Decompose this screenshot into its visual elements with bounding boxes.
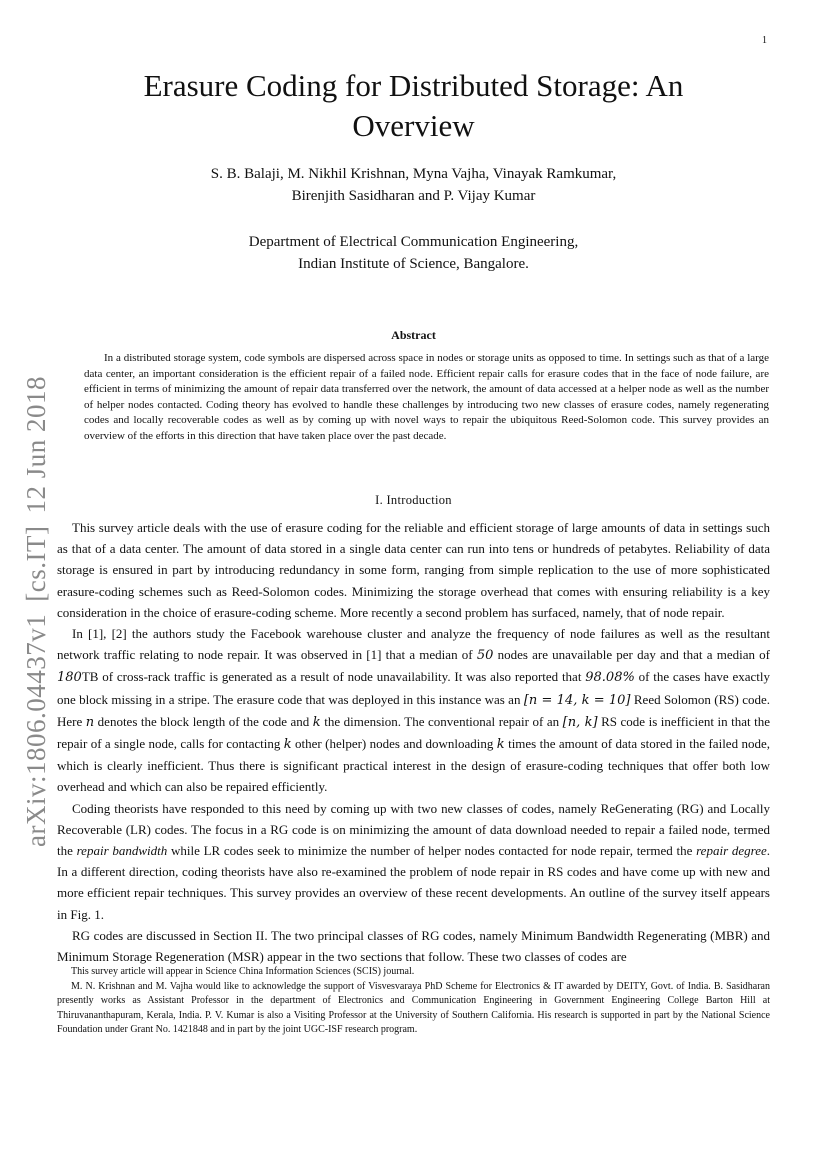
footnote-2: M. N. Krishnan and M. Vajha would like to acknowledge the support of Visvesvaraya PhD Scheme for Electronics & IT awarded by DEITY, Govt. of India. B. Sasidharan presently works as Assistant Professor in the department of Electronics and Communication Engineering in Government Engineering College Barton Hill at Thiruvananthapuram, Kerala, India. P. V. Kumar is also a Visiting Professor at the University of Southern California. His research is supported in part by the National Science Foundation under Grant No. 1421848 and in part by the joint UGC-ISF research program. <box>57 980 770 1035</box>
title-line-1: Erasure Coding for Distributed Storage: An <box>143 68 684 103</box>
math-inline: n <box>85 714 95 730</box>
math-inline: k <box>312 714 321 730</box>
authors-line-1: S. B. Balaji, M. Nikhil Krishnan, Myna Vajha, Vinayak Ramkumar, <box>210 166 617 182</box>
paper-title <box>60 66 767 146</box>
math-inline: 180 <box>57 670 82 686</box>
term-repair-degree: repair degree <box>696 843 767 859</box>
paragraph-2: In [1], [2] the authors study the Facebook warehouse cluster and analyze the frequency of node failures as well as the resultant network traffic relating to node repair. It was observed in [1] that a median of 50 nodes are unavailable per day and that a median of 180TB of cross-rack traffic is generated as a result of node unavailability. It was also reported that 98.08% of the cases have exactly one block missing in a stripe. The erasure code that was deployed in this instance was an [n = 14, k = 10] Reed Solomon (RS) code. Here n denotes the block length of the code and k the dimension. The conventional repair of an [n, k] RS code is inefficient in that the repair of a single node, calls for contacting k other (helper) nodes and downloading k times the amount of data stored in the failed node, which is clearly inefficient. Thus there is significant practical interest in the design of erasure-coding techniques that offer both low overhead and which can also be repaired efficiently. <box>57 626 771 795</box>
math-inline: 50 <box>476 648 494 664</box>
author-list <box>60 163 767 207</box>
math-inline: [n, k] <box>562 714 598 730</box>
title-line-2: Overview <box>352 108 475 143</box>
paragraph-3: Coding theorists have responded to this need by coming up with two new classes of codes, namely ReGenerating (RG) and Locally Recoverable (LR) codes. The focus in a RG code is on minimizing the amount of data download needed to repair a failed node, termed the repair bandwidth while LR codes seek to minimize the number of helper nodes contacted for node repair, termed the repair degree. In a different direction, coding theorists have also re-examined the problem of node repair in RS codes and have come up with new and more efficient repair techniques. This survey provides an overview of these recent developments. An outline of the survey itself appears in Fig. 1. <box>57 800 770 922</box>
abstract-heading: Abstract <box>391 328 436 342</box>
abstract-text: In a distributed storage system, code symbols are dispersed across space in nodes or storage units as opposed to time. In settings such as that of a large data center, an important consideration is the efficient repair of a failed node. Efficient repair calls for erasure codes that in the face of node failure, are efficient in terms of minimizing the amount of repair data transferred over the network, the amount of data accessed at a helper node as well as the number of helper nodes contacted. Coding theory has evolved to handle these challenges by introducing two new classes of erasure codes, namely regenerating codes and locally recoverable codes as well as by coming up with novel ways to repair the ubiquitous Reed-Solomon code. This survey provides an overview of the efforts in this direction that have taken place over the past decade. <box>84 352 769 442</box>
section-heading-introduction: I. Introduction <box>375 493 452 507</box>
paragraph-1: This survey article deals with the use of erasure coding for the reliable and efficient storage of large amounts of data in settings such as that of a data center. The amount of data stored in a single data center can run into tens or hundreds of petabytes. Reliability of data storage is ensured in part by introducing redundancy in some form, ranging from simple replication to the use of more sophisticated erasure-coding schemes such as Reed-Solomon codes. Minimizing the storage overhead that comes with ensuring reliability is a key consideration in the choice of erasure-coding scheme. More recently a second problem has surfaced, namely, that of node repair. <box>57 520 770 620</box>
term-repair-bandwidth: repair bandwidth <box>76 843 168 859</box>
math-inline: k <box>496 737 505 753</box>
math-inline: 98.08% <box>585 670 635 686</box>
footnote-1: This survey article will appear in Science China Information Sciences (SCIS) journal. <box>71 966 415 977</box>
arxiv-id: arXiv:1806.04437v1 <box>21 613 51 847</box>
footnotes <box>57 965 770 1038</box>
authors-line-2: Birenjith Sasidharan and P. Vijay Kumar <box>291 188 536 204</box>
arxiv-category: [cs.IT] <box>21 525 51 602</box>
page-number: 1 <box>762 35 767 46</box>
math-inline: [n = 14, k = 10] <box>523 692 631 708</box>
introduction-body <box>57 517 770 967</box>
math-inline: k <box>283 737 292 753</box>
affiliation-line-2: Indian Institute of Science, Bangalore. <box>298 256 529 272</box>
affiliation-line-1: Department of Electrical Communication Engineering, <box>248 234 579 250</box>
arxiv-date: 12 Jun 2018 <box>21 376 51 514</box>
affiliation <box>60 231 767 275</box>
paragraph-4: RG codes are discussed in Section II. The two principal classes of RG codes, namely Minimum Bandwidth Regenerating (MBR) and Minimum Storage Regeneration (MSR) appear in the two sections that follow. These two classes of codes are <box>57 927 770 965</box>
arxiv-identifier-stamp <box>16 377 56 847</box>
